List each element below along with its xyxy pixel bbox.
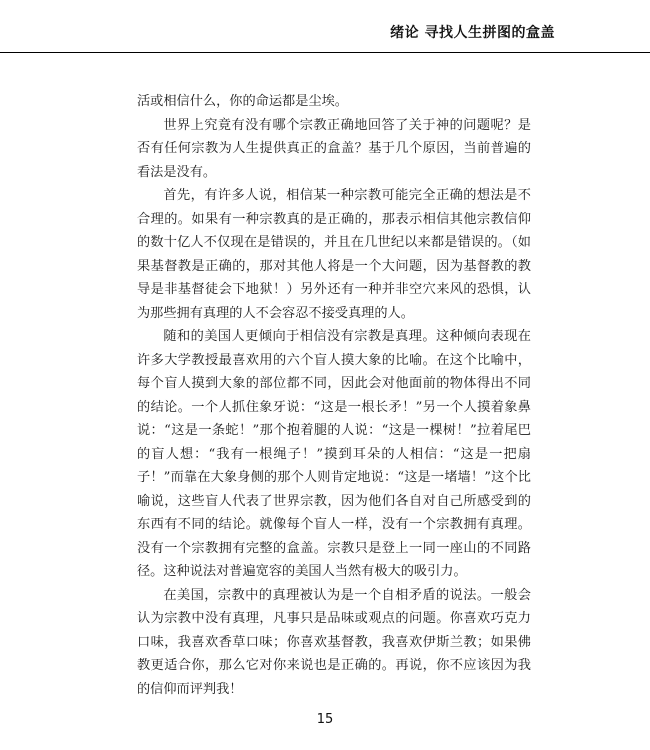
- running-header: 绪论 寻找人生拼图的盒盖: [390, 25, 555, 41]
- body-text: [137, 90, 531, 701]
- paragraph-continued: 活或相信什么，你的命运都是尘埃。: [137, 94, 348, 109]
- paragraph: 首先，有许多人说，相信某一种宗教可能完全正确的想法是不合理的。如果有一种宗教真的是正确的，那表示相信其他宗教信仰的数十亿人不仅现在是错误的，并且在几世纪以来都是错误的。（如果基督教是正确的，那对其他人将是一个大问题，因为基督教的教导是非基督徒会下地狱！）另外还有一种并非空穴来风的恐惧，认为那些拥有真理的人不会容忍不接受真理的人。: [137, 188, 531, 321]
- paragraph: 世界上究竟有没有哪个宗教正确地回答了关于神的问题呢？是否有任何宗教为人生提供真正的盒盖？基于几个原因，当前普遍的看法是没有。: [137, 117, 531, 180]
- paragraph: 随和的美国人更倾向于相信没有宗教是真理。这种倾向表现在许多大学教授最喜欢用的六个盲人摸大象的比喻。在这个比喻中，每个盲人摸到大象的部位都不同，因此会对他面前的物体得出不同的结论。一个人抓住象牙说：“这是一根长矛！”另一个人摸着象鼻说：“这是一条蛇！”那个抱着腿的人说：“这是一棵树！”拉着尾巴的盲人想：“我有一根绳子！”摸到耳朵的人相信：“这是一把扇子！”而靠在大象身侧的那个人则肯定地说：“这是一堵墙！”这个比喻说，这些盲人代表了世界宗教，因为他们各自对自己所感受到的东西有不同的结论。就像每个盲人一样，没有一个宗教拥有真理。没有一个宗教拥有完整的盒盖。宗教只是登上一同一座山的不同路径。这种说法对普遍宽容的美国人当然有极大的吸引力。: [137, 329, 531, 579]
- page-number: 15: [316, 712, 334, 727]
- header-rule: [0, 52, 650, 53]
- paragraph: 在美国，宗教中的真理被认为是一个自相矛盾的说法。一般会认为宗教中没有真理，凡事只是品味或观点的问题。你喜欢巧克力口味，我喜欢香草口味；你喜欢基督教，我喜欢伊斯兰教；如果佛教更适合你，那么它对你来说也是正确的。再说，你不应该因为我的信仰而评判我！: [137, 587, 531, 697]
